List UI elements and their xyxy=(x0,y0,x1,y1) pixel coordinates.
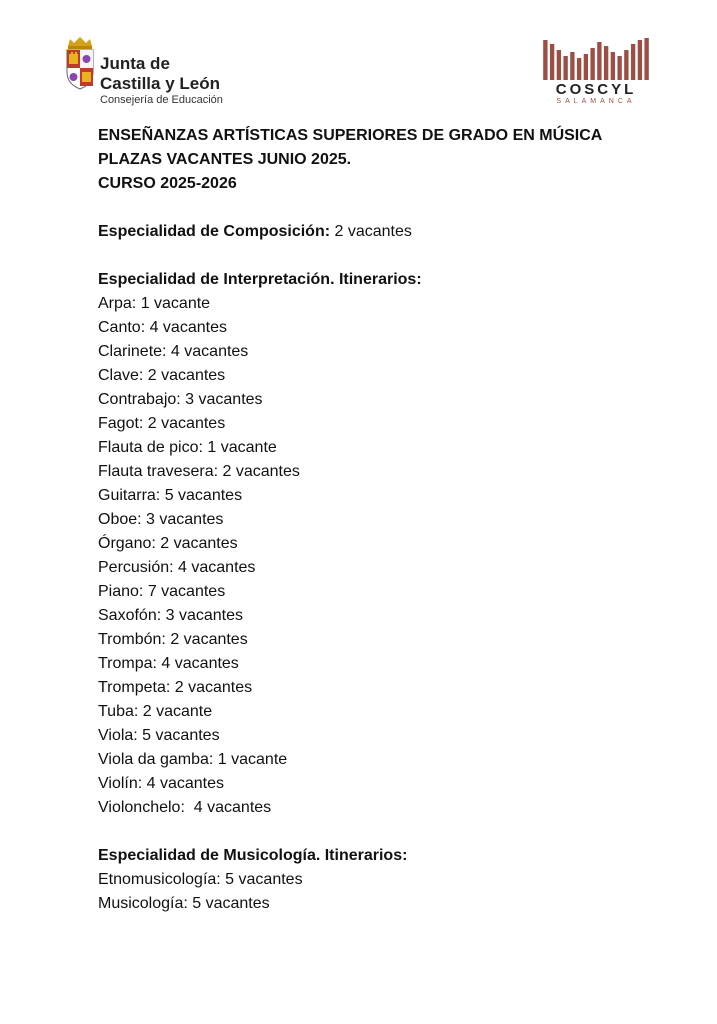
organ-pipe xyxy=(644,38,648,80)
list-item: Canto: 4 vacantes xyxy=(98,319,227,336)
junta-castilla-leon-logo xyxy=(64,36,234,110)
list-item: Trombón: 2 vacantes xyxy=(98,631,248,648)
list-item: Musicología: 5 vacantes xyxy=(98,895,270,912)
organ-pipe xyxy=(638,40,642,80)
list-item: Trompa: 4 vacantes xyxy=(98,655,239,672)
coscyl-city: SALAMANCA xyxy=(556,98,636,105)
list-item: Tuba: 2 vacante xyxy=(98,703,213,720)
organ-pipe xyxy=(611,52,615,80)
list-item: Flauta de pico: 1 vacante xyxy=(98,439,277,456)
composicion-value: 2 vacantes xyxy=(330,223,412,240)
document-body xyxy=(98,124,658,916)
organ-pipe xyxy=(563,56,567,80)
junta-name-line1: Junta de xyxy=(100,54,170,73)
list-item: Guitarra: 5 vacantes xyxy=(98,487,243,504)
organ-pipe xyxy=(570,52,574,80)
organ-pipe xyxy=(543,40,547,80)
composicion-label: Especialidad de Composición: xyxy=(98,223,331,240)
list-item: Percusión: 4 vacantes xyxy=(98,559,256,576)
coscyl-logo xyxy=(540,36,652,108)
organ-pipe xyxy=(590,48,594,80)
list-item: Órgano: 2 vacantes xyxy=(98,535,238,552)
document-title xyxy=(98,124,658,196)
organ-pipe xyxy=(631,44,635,80)
list-item: Viola: 5 vacantes xyxy=(98,727,220,744)
list-item: Clarinete: 4 vacantes xyxy=(98,343,249,360)
list-item: Clave: 2 vacantes xyxy=(98,367,226,384)
list-item: Violín: 4 vacantes xyxy=(98,775,225,792)
junta-name-line2: Castilla y León xyxy=(100,74,220,93)
list-item: Arpa: 1 vacante xyxy=(98,295,211,312)
junta-subtitle: Consejería de Educación xyxy=(100,94,223,106)
organ-pipe xyxy=(604,46,608,80)
list-item: Trompeta: 2 vacantes xyxy=(98,679,253,696)
list-item: Viola da gamba: 1 vacante xyxy=(98,751,288,768)
musicologia-heading: Especialidad de Musicología. Itinerarios: xyxy=(98,847,408,864)
list-item: Piano: 7 vacantes xyxy=(98,583,226,600)
list-item: Contrabajo: 3 vacantes xyxy=(98,391,263,408)
coat-of-arms-icon xyxy=(64,36,96,92)
organ-pipe xyxy=(550,44,554,80)
composicion-line xyxy=(98,220,658,244)
coscyl-name: COSCYL xyxy=(555,81,637,98)
musicologia-list xyxy=(98,868,658,916)
title-line-2: PLAZAS VACANTES JUNIO 2025. xyxy=(98,151,352,168)
list-item: Violonchelo: 4 vacantes xyxy=(98,799,272,816)
interpretacion-heading: Especialidad de Interpretación. Itinerarios: xyxy=(98,271,422,288)
organ-pipe xyxy=(577,58,581,80)
organ-pipe xyxy=(617,56,621,80)
organ-pipe xyxy=(624,50,628,80)
interpretacion-list xyxy=(98,292,658,820)
organ-pipe xyxy=(557,50,561,80)
organ-pipe xyxy=(584,54,588,80)
title-line-3: CURSO 2025-2026 xyxy=(98,175,237,192)
organ-pipes-icon xyxy=(542,36,650,80)
list-item: Etnomusicología: 5 vacantes xyxy=(98,871,303,888)
list-item: Saxofón: 3 vacantes xyxy=(98,607,243,624)
list-item: Fagot: 2 vacantes xyxy=(98,415,226,432)
list-item: Oboe: 3 vacantes xyxy=(98,511,224,528)
list-item: Flauta travesera: 2 vacantes xyxy=(98,463,300,480)
title-line-1: ENSEÑANZAS ARTÍSTICAS SUPERIORES DE GRADO EN MÚSICA xyxy=(98,127,603,144)
organ-pipe xyxy=(597,42,601,80)
